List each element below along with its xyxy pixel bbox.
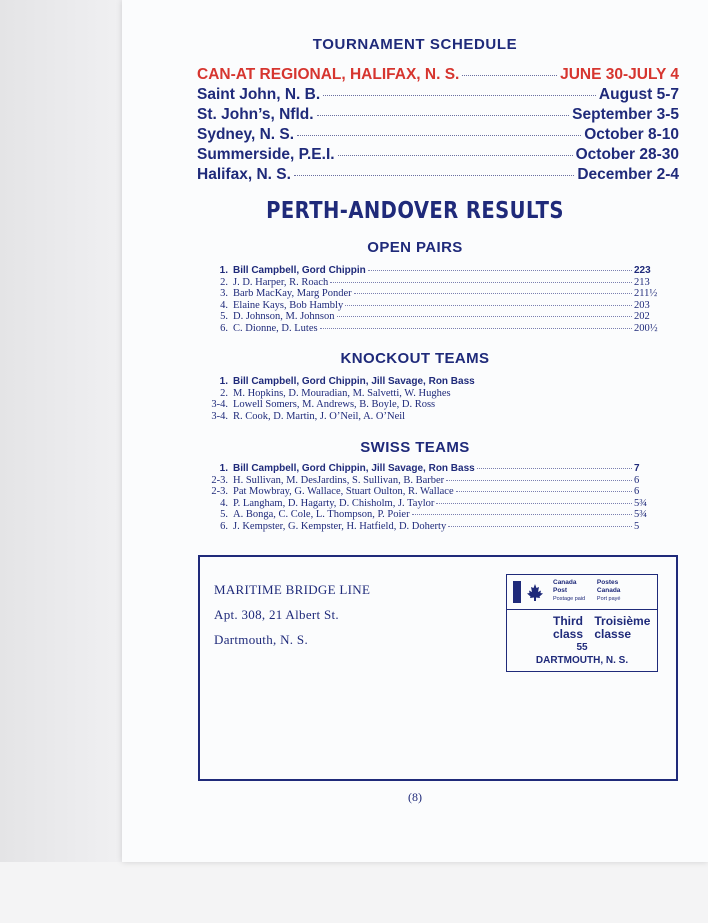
result-score: 7 bbox=[634, 463, 640, 474]
schedule-place: Summerside, P.E.I. bbox=[197, 146, 335, 163]
schedule-place: Sydney, N. S. bbox=[197, 126, 295, 143]
result-rank: 4. bbox=[220, 497, 228, 509]
result-row bbox=[202, 311, 668, 323]
result-rank: 3-4. bbox=[211, 399, 228, 411]
result-rank: 1. bbox=[219, 376, 228, 387]
result-names: Elaine Kays, Bob Hambly bbox=[233, 299, 344, 311]
leader-dots bbox=[354, 293, 632, 294]
schedule-date: JUNE 30-JULY 4 bbox=[560, 66, 679, 83]
result-names: H. Sullivan, M. DesJardins, S. Sullivan, B. Barber bbox=[233, 474, 445, 486]
result-rank: 5. bbox=[220, 509, 228, 521]
schedule-title: TOURNAMENT SCHEDULE bbox=[312, 36, 518, 53]
results-title: PERTH-ANDOVER RESULTS bbox=[266, 198, 564, 224]
schedule-row bbox=[197, 126, 679, 146]
schedule-place: St. John’s, Nfld. bbox=[197, 106, 314, 123]
leader-dots bbox=[436, 503, 632, 504]
page-number: (8) bbox=[408, 790, 422, 804]
postage-class bbox=[553, 615, 650, 641]
background-left bbox=[0, 0, 122, 862]
post-text: Canada bbox=[553, 579, 577, 586]
open-pairs-title: OPEN PAIRS bbox=[367, 239, 463, 256]
leader-dots bbox=[337, 316, 632, 317]
address-line: MARITIME BRIDGE LINE bbox=[214, 582, 371, 597]
result-rank: 2-3. bbox=[211, 486, 228, 498]
result-names: Barb MacKay, Marg Ponder bbox=[233, 288, 352, 300]
result-score: 6 bbox=[634, 474, 640, 486]
schedule-place: CAN-AT REGIONAL, HALIFAX, N. S. bbox=[197, 66, 460, 83]
schedule-row bbox=[197, 106, 679, 126]
swiss-list bbox=[202, 463, 668, 533]
result-rank: 2. bbox=[220, 276, 228, 288]
post-text: Canada bbox=[596, 587, 621, 594]
result-names: J. D. Harper, R. Roach bbox=[233, 276, 329, 288]
result-names: P. Langham, D. Hagarty, D. Chisholm, J. Taylor bbox=[233, 497, 435, 509]
leader-dots bbox=[448, 526, 632, 527]
result-row bbox=[202, 288, 668, 300]
result-rank: 6. bbox=[220, 520, 228, 532]
result-row bbox=[202, 475, 668, 487]
canada-post-text bbox=[553, 579, 620, 603]
result-names: Pat Mowbray, G. Wallace, Stuart Oulton, R. Wallace bbox=[233, 486, 454, 498]
schedule-date: October 28-30 bbox=[575, 146, 679, 163]
result-names: J. Kempster, G. Kempster, H. Hatfield, D. Doherty bbox=[233, 520, 447, 532]
result-row bbox=[202, 399, 668, 411]
return-address bbox=[214, 577, 370, 652]
result-rank: 2-3. bbox=[211, 474, 228, 486]
indicia-header bbox=[507, 575, 657, 610]
result-row bbox=[202, 265, 668, 277]
result-rank: 5. bbox=[220, 311, 228, 323]
schedule-list bbox=[197, 66, 679, 186]
result-score: 5 bbox=[634, 520, 640, 532]
post-text: Post bbox=[553, 587, 568, 594]
leader-dots bbox=[477, 468, 632, 469]
result-score: 211½ bbox=[634, 288, 658, 300]
leader-dots bbox=[338, 155, 573, 156]
address-line: Dartmouth, N. S. bbox=[214, 632, 308, 647]
post-text: Postage paid bbox=[553, 596, 586, 602]
leader-dots bbox=[323, 95, 596, 96]
leader-dots bbox=[330, 282, 632, 283]
leader-dots bbox=[294, 175, 574, 176]
leader-dots bbox=[345, 305, 632, 306]
result-row bbox=[202, 411, 668, 423]
result-names: D. Johnson, M. Johnson bbox=[233, 311, 335, 323]
leader-dots bbox=[297, 135, 581, 136]
result-names: Lowell Somers, M. Andrews, B. Boyle, D. Ross bbox=[233, 399, 436, 411]
result-row bbox=[202, 486, 668, 498]
result-row bbox=[202, 277, 668, 289]
schedule-row bbox=[197, 166, 679, 186]
schedule-row bbox=[197, 86, 679, 106]
schedule-place: Halifax, N. S. bbox=[197, 166, 291, 183]
result-row bbox=[202, 376, 668, 388]
canada-flag-icon bbox=[513, 581, 547, 603]
result-score: 203 bbox=[634, 299, 650, 311]
result-names: R. Cook, D. Martin, J. O’Neil, A. O’Neil bbox=[233, 410, 406, 422]
result-rank: 2. bbox=[220, 387, 228, 399]
result-row bbox=[202, 498, 668, 510]
open-pairs-list bbox=[202, 265, 668, 335]
leader-dots bbox=[456, 491, 632, 492]
result-names: M. Hopkins, D. Mouradian, M. Salvetti, W. Hughes bbox=[233, 387, 451, 399]
schedule-row bbox=[197, 146, 679, 166]
schedule-date: September 3-5 bbox=[572, 106, 679, 123]
leader-dots bbox=[462, 75, 557, 76]
result-rank: 6. bbox=[220, 322, 228, 334]
result-rank: 1. bbox=[219, 265, 228, 276]
schedule-place: Saint John, N. B. bbox=[197, 86, 321, 103]
postage-indicia bbox=[506, 574, 658, 672]
result-names: Bill Campbell, Gord Chippin, Jill Savage, Ron Bass bbox=[233, 463, 475, 474]
leader-dots bbox=[317, 115, 570, 116]
result-score: 5¾ bbox=[634, 497, 648, 509]
leader-dots bbox=[368, 270, 632, 271]
schedule-date: August 5-7 bbox=[598, 86, 679, 103]
result-row bbox=[202, 463, 668, 475]
result-names: Bill Campbell, Gord Chippin bbox=[233, 265, 366, 276]
schedule-date: December 2-4 bbox=[577, 166, 679, 183]
leader-dots bbox=[446, 480, 632, 481]
post-text: Port payé bbox=[596, 596, 621, 602]
result-score: 5¾ bbox=[634, 509, 648, 521]
schedule-date: October 8-10 bbox=[584, 126, 679, 143]
result-names: Bill Campbell, Gord Chippin, Jill Savage, Ron Bass bbox=[233, 376, 475, 387]
knockout-title: KNOCKOUT TEAMS bbox=[340, 350, 490, 367]
result-rank: 1. bbox=[219, 463, 228, 474]
result-rank: 4. bbox=[220, 299, 228, 311]
schedule-row bbox=[197, 66, 679, 86]
result-score: 223 bbox=[634, 265, 651, 276]
class-text: class bbox=[553, 627, 584, 641]
result-row bbox=[202, 300, 668, 312]
background-bottom bbox=[0, 862, 708, 923]
leader-dots bbox=[320, 328, 632, 329]
document-page bbox=[122, 0, 708, 862]
result-names: A. Bonga, C. Cole, L. Thompson, P. Poier bbox=[233, 509, 410, 521]
result-row bbox=[202, 388, 668, 400]
result-score: 213 bbox=[634, 276, 650, 288]
result-score: 200½ bbox=[634, 322, 658, 334]
result-names: C. Dionne, D. Lutes bbox=[233, 322, 318, 334]
leader-dots bbox=[412, 514, 632, 515]
class-text: classe bbox=[594, 627, 632, 641]
class-text: Troisième bbox=[594, 614, 651, 628]
result-rank: 3. bbox=[220, 288, 228, 300]
swiss-title: SWISS TEAMS bbox=[360, 439, 470, 456]
result-score: 202 bbox=[634, 311, 650, 323]
address-line: Apt. 308, 21 Albert St. bbox=[214, 607, 339, 622]
permit-city: DARTMOUTH, N. S. bbox=[535, 655, 629, 666]
result-row bbox=[202, 521, 668, 533]
result-rank: 3-4. bbox=[211, 410, 228, 422]
post-text: Postes bbox=[596, 579, 619, 586]
mailing-panel bbox=[198, 555, 678, 781]
permit-number: 55 bbox=[576, 642, 588, 653]
result-score: 6 bbox=[634, 486, 640, 498]
result-row bbox=[202, 323, 668, 335]
class-text: Third bbox=[553, 614, 583, 628]
result-row bbox=[202, 509, 668, 521]
knockout-list bbox=[202, 376, 668, 422]
